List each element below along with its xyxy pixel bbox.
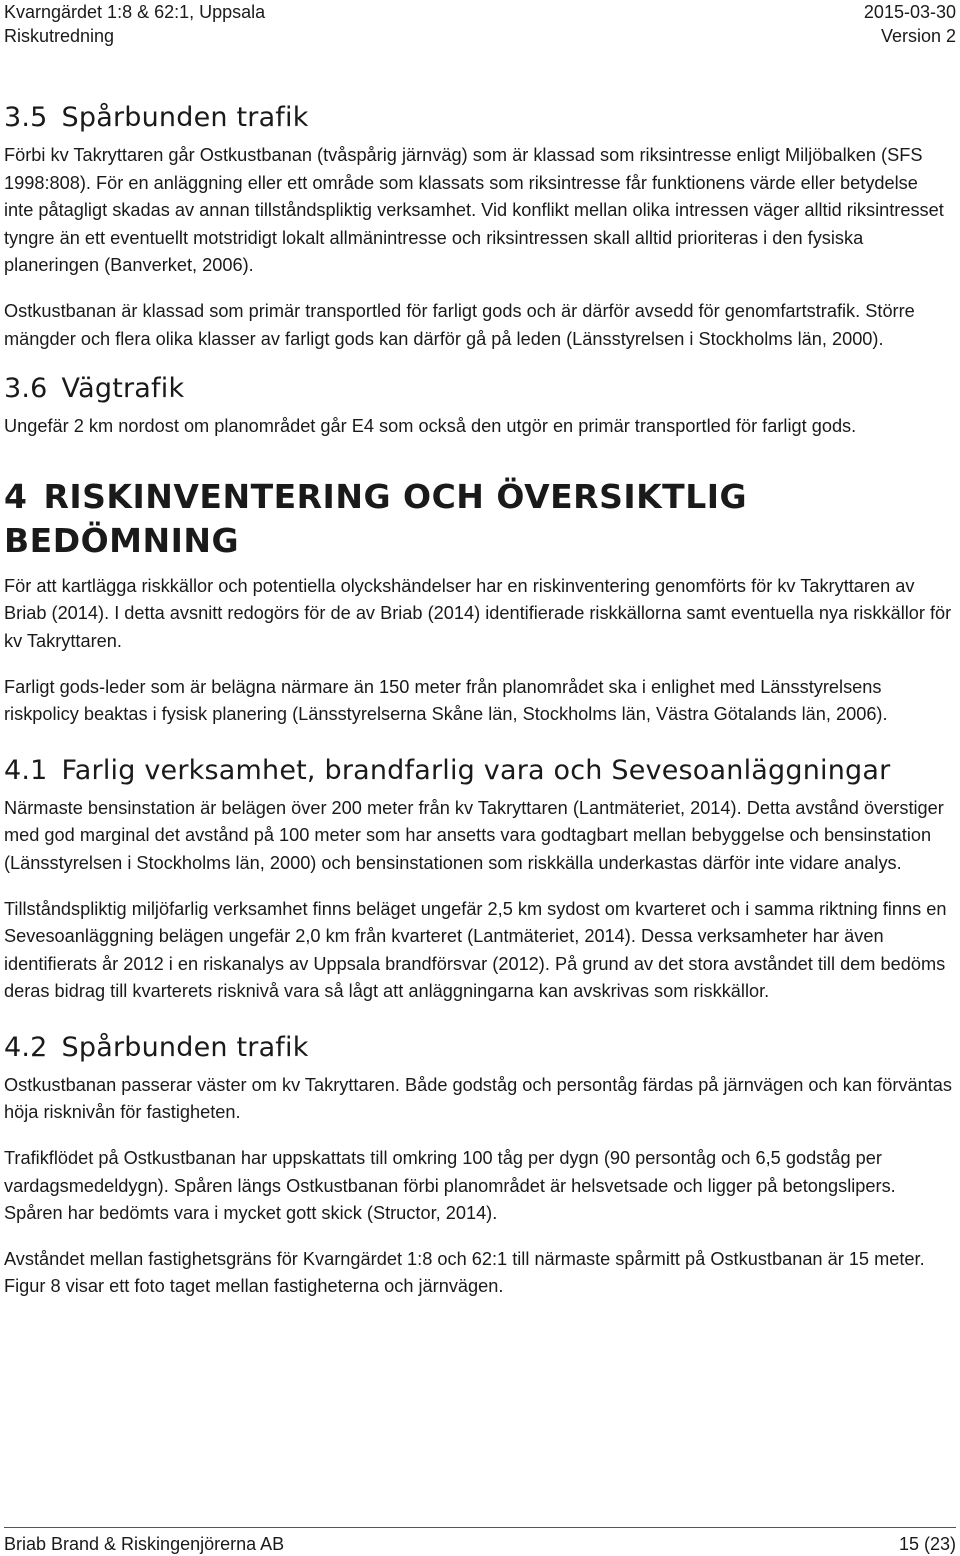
paragraph: Ostkustbanan är klassad som primär transportled för farligt gods och är därför avsedd för genomfartstrafik. Större mängder och flera olika klasser av farligt gods kan därför gå på leden (Länsstyrelsen i Stockholms län, 2000). (4, 300, 915, 349)
paragraph: Ungefär 2 km nordost om planområdet går E4 som också den utgör en primär transportled för farligt gods. (4, 416, 857, 437)
header-project: Kvarngärdet 1:8 & 62:1, Uppsala (4, 2, 266, 22)
footer-company: Briab Brand & Riskingenjörerna AB (4, 1534, 285, 1554)
paragraph: Avståndet mellan fastighetsgräns för Kvarngärdet 1:8 och 62:1 till närmaste spårmitt på Ostkustbanan är 15 meter. Figur 8 visar ett foto taget mellan fastigheterna och järnvägen. (4, 1248, 925, 1297)
document-body (4, 100, 952, 1319)
footer-page-number: 15 (23) (898, 1534, 956, 1554)
heading-title: Farlig verksamhet, brandfarlig vara och Sevesoanläggningar (61, 754, 891, 786)
heading-number: 4.2 (4, 1031, 48, 1063)
paragraph: Tillståndspliktig miljöfarlig verksamhet finns beläget ungefär 2,5 km sydost om kvarteret och i samma riktning finns en Sevesoanläggning belägen ungefär 2,0 km från kvarteret (Lantmäteriet, 2014). Dessa verksamheter har även identifierats år 2012 i en riskanalys av Uppsala brandförsvar (2012). På grund av det stora avståndet till dem bedöms deras bidrag till kvarterets risknivå vara så lågt att anläggningarna kan avskrivas som riskkällor. (4, 898, 947, 1002)
heading-title: Vägtrafik (61, 373, 185, 405)
heading-title: RISKINVENTERING OCH ÖVERSIKTLIG BEDÖMNING (4, 476, 748, 560)
heading-3-6 (4, 371, 952, 407)
page-footer (4, 1527, 956, 1556)
paragraph: Förbi kv Takryttaren går Ostkustbanan (tvåspårig järnväg) som är klassad som riksintresse enligt Miljöbalken (SFS 1998:808). För en anläggning eller ett område som klassats som riksintresse får funktionens värde eller betydelse inte påtagligt skadas av annan tillståndspliktig verksamhet. Vid konflikt mellan olika intressen väger alltid riksintresset tyngre än ett eventuellt motstridigt lokalt allmänintresse och riksintressen skall alltid prioriteras i den fysiska planeringen (Banverket, 2006). (4, 145, 944, 276)
heading-number: 4 (4, 476, 28, 516)
heading-number: 3.5 (4, 102, 48, 133)
paragraph: Ostkustbanan passerar väster om kv Takryttaren. Både godståg och persontåg färdas på järnvägen och kan förväntas höja risknivån för fastigheten. (4, 1074, 952, 1123)
heading-4-1 (4, 753, 952, 789)
heading-3-5 (4, 100, 952, 136)
heading-4-2 (4, 1030, 952, 1066)
paragraph: Trafikflödet på Ostkustbanan har uppskattats till omkring 100 tåg per dygn (90 persontåg och 6,5 godståg per vardagsmedeldygn). Spåren längs Ostkustbanan förbi planområdet är helsvetsade och ligger på betongslipers. Spåren har bedömts vara i mycket gott skick (Structor, 2014). (4, 1148, 896, 1224)
heading-4 (4, 475, 952, 563)
paragraph: För att kartlägga riskkällor och potentiella olyckshändelser har en riskinventering genomförts för kv Takryttaren av Briab (2014). I detta avsnitt redogörs för de av Briab (2014) identifierade riskkällorna samt eventuella nya riskkällor för kv Takryttaren. (4, 575, 952, 651)
page-header (4, 0, 956, 50)
heading-number: 4.1 (4, 754, 48, 786)
header-version: Version 2 (880, 26, 956, 46)
heading-number: 3.6 (4, 373, 48, 405)
heading-title: Spårbunden trafik (61, 1031, 309, 1063)
heading-title: Spårbunden trafik (61, 102, 309, 133)
paragraph: Farligt gods-leder som är belägna närmare än 150 meter från planområdet ska i enlighet med Länsstyrelsens riskpolicy beaktas i fysisk planering (Länsstyrelserna Skåne län, Stockholms län, Västra Götalands län, 2006). (4, 676, 888, 725)
header-date: 2015-03-30 (863, 2, 956, 22)
paragraph: Närmaste bensinstation är belägen över 200 meter från kv Takryttaren (Lantmäteriet, 2014). Detta avstånd överstiger med god marginal det avstånd på 100 meter som har ansetts vara godtagbart mellan bebyggelse och bensinstation (Länsstyrelsen i Stockholms län, 2000) och bensinstationen som riskkälla underkastas därför inte vidare analys. (4, 797, 944, 873)
header-doc-type: Riskutredning (4, 26, 115, 46)
